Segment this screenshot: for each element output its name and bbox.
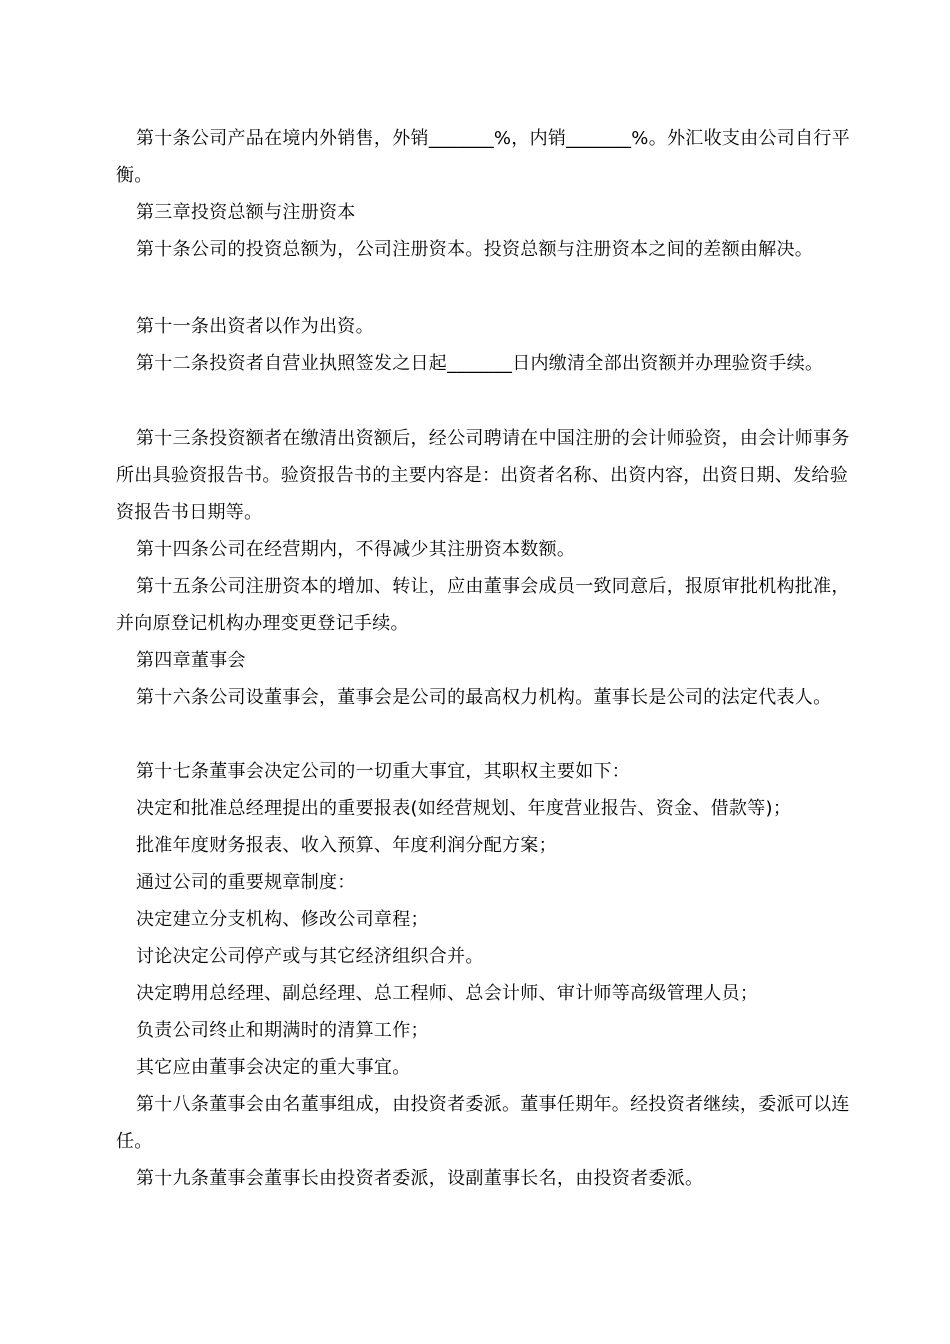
paragraph-article-19: 第十九条董事会董事长由投资者委派，设副董事长名，由投资者委派。 xyxy=(136,1168,704,1189)
list-item-duty-6: 决定聘用总经理、副总经理、总工程师、总会计师、审计师等高级管理人员； xyxy=(136,983,759,1004)
paragraph-article-17: 第十七条董事会决定公司的一切重大事宜，其职权主要如下： xyxy=(136,761,631,782)
paragraph-article-16: 第十六条公司设董事会，董事会是公司的最高权力机构。董事长是公司的法定代表人。 xyxy=(136,687,832,708)
list-item-duty-8: 其它应由董事会决定的重大事宜。 xyxy=(136,1057,411,1078)
paragraph-article-18: 第十八条董事会由名董事组成，由投资者委派。董事任期年。经投资者继续，委派可以连任。 xyxy=(116,1094,850,1152)
paragraph-article-11: 第十一条出资者以作为出资。 xyxy=(136,316,374,337)
list-item-duty-5: 讨论决定公司停产或与其它经济组织合并。 xyxy=(136,946,484,967)
paragraph-article-12: 第十二条投资者自营业执照签发之日起_______日内缴清全部出资额并办理验资手续。 xyxy=(136,353,824,374)
list-item-duty-2: 批准年度财务报表、收入预算、年度利润分配方案； xyxy=(136,835,557,856)
list-item-duty-4: 决定建立分支机构、修改公司章程； xyxy=(136,909,429,930)
paragraph-article-10-investment: 第十条公司的投资总额为，公司注册资本。投资总额与注册资本之间的差额由解决。 xyxy=(136,239,814,260)
list-item-duty-3: 通过公司的重要规章制度： xyxy=(136,872,356,893)
list-item-duty-7: 负责公司终止和期满时的清算工作； xyxy=(136,1020,429,1041)
paragraph-article-14: 第十四条公司在经营期内，不得减少其注册资本数额。 xyxy=(136,539,576,560)
list-item-duty-1: 决定和批准总经理提出的重要报表(如经营规划、年度营业报告、资金、借款等)； xyxy=(136,798,792,819)
paragraph-article-13: 第十三条投资额者在缴清出资额后，经公司聘请在中国注册的会计师验资，由会计师事务所出具验资报告书。验资报告书的主要内容是：出资者名称、出资内容，出资日期、发给验资报告书日期等。 xyxy=(116,428,850,523)
paragraph-article-10-sales: 第十条公司产品在境内外销售，外销_______%，内销_______%。外汇收支由公司自行平衡。 xyxy=(116,128,851,186)
paragraph-article-15: 第十五条公司注册资本的增加、转让，应由董事会成员一致同意后，报原审批机构批准，并向原登记机构办理变更登记手续。 xyxy=(116,576,850,634)
chapter-3-heading: 第三章投资总额与注册资本 xyxy=(136,202,356,223)
chapter-4-heading: 第四章董事会 xyxy=(136,650,246,671)
